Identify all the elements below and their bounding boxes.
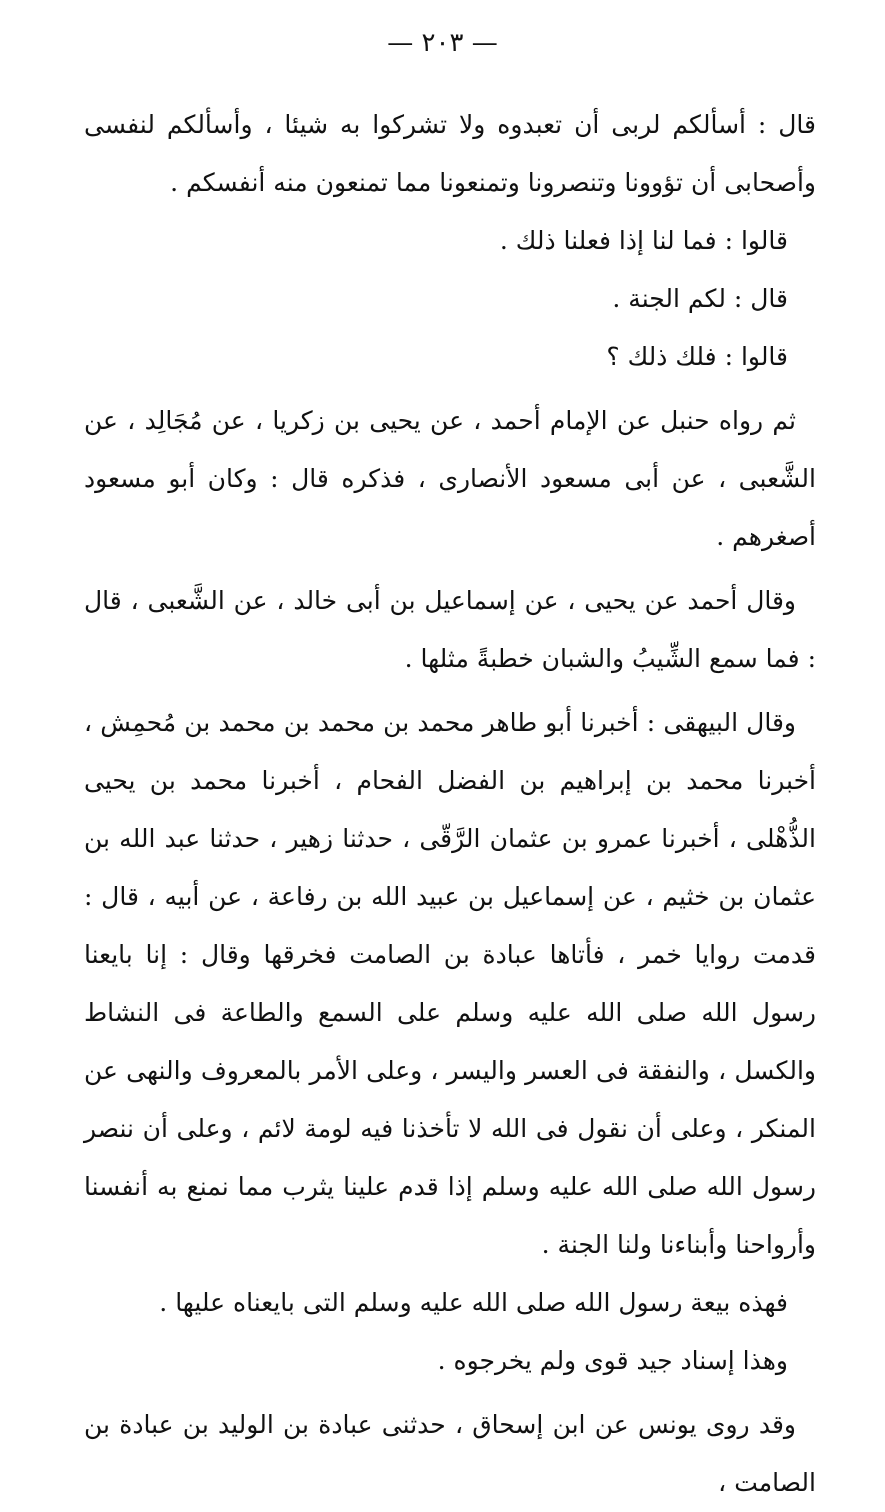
paragraph: فهذه بيعة رسول الله صلى الله عليه وسلم التى بايعناه عليها .	[159, 1288, 788, 1317]
paragraph: قال : لكم الجنة .	[612, 284, 788, 313]
paragraph: وقد روى يونس عن ابن إسحاق ، حدثنى عبادة بن الوليد بن عبادة بن الصامت ،	[84, 1410, 816, 1497]
paragraph: قال : أسألكم لربى أن تعبدوه ولا تشركوا به شيئا ، وأسألكم لنفسى وأصحابى أن تؤوونا وتنصرونا وتمنعونا مما تمنعون منه أنفسكم .	[84, 110, 816, 197]
paragraph: ثم رواه حنبل عن الإمام أحمد ، عن يحيى بن زكريا ، عن مُجَالِد ، عن الشَّعبى ، عن أبى مسعود الأنصارى ، فذكره قال : وكان أبو مسعود أصغرهم .	[84, 406, 816, 551]
page-body	[84, 96, 816, 1512]
paragraph: وقال البيهقى : أخبرنا أبو طاهر محمد بن محمد بن محمد بن مُحمِش ، أخبرنا محمد بن إبراهيم بن الفضل الفحام ، أخبرنا محمد بن يحيى الذُّهْلى ، أخبرنا عمرو بن عثمان الرَّقّى ، حدثنا زهير ، حدثنا عبد الله بن عثمان بن خثيم ، عن إسماعيل بن عبيد الله بن رفاعة ، عن أبيه ، قال : قدمت روايا خمر ، فأتاها عبادة بن الصامت فخرقها وقال : إنا بايعنا رسول الله صلى الله عليه وسلم على السمع والطاعة فى النشاط والكسل ، والنفقة فى العسر واليسر ، وعلى الأمر بالمعروف والنهى عن المنكر ، وعلى أن نقول فى الله لا تأخذنا فيه لومة لائم ، وعلى أن ننصر رسول الله صلى الله عليه وسلم إذا قدم علينا يثرب مما نمنع به أنفسنا وأرواحنا وأبناءنا ولنا الجنة .	[84, 708, 816, 1259]
paragraph: قالوا : فما لنا إذا فعلنا ذلك .	[499, 226, 788, 255]
paragraph: قالوا : فلك ذلك ؟	[606, 342, 788, 371]
page-number: — ٢٠٣ —	[387, 28, 498, 58]
paragraph: وقال أحمد عن يحيى ، عن إسماعيل بن أبى خالد ، عن الشَّعبى ، قال : فما سمع الشِّيبُ والشبان خطبةً مثلها .	[84, 586, 816, 673]
paragraph: وهذا إسناد جيد قوى ولم يخرجوه .	[437, 1346, 788, 1375]
